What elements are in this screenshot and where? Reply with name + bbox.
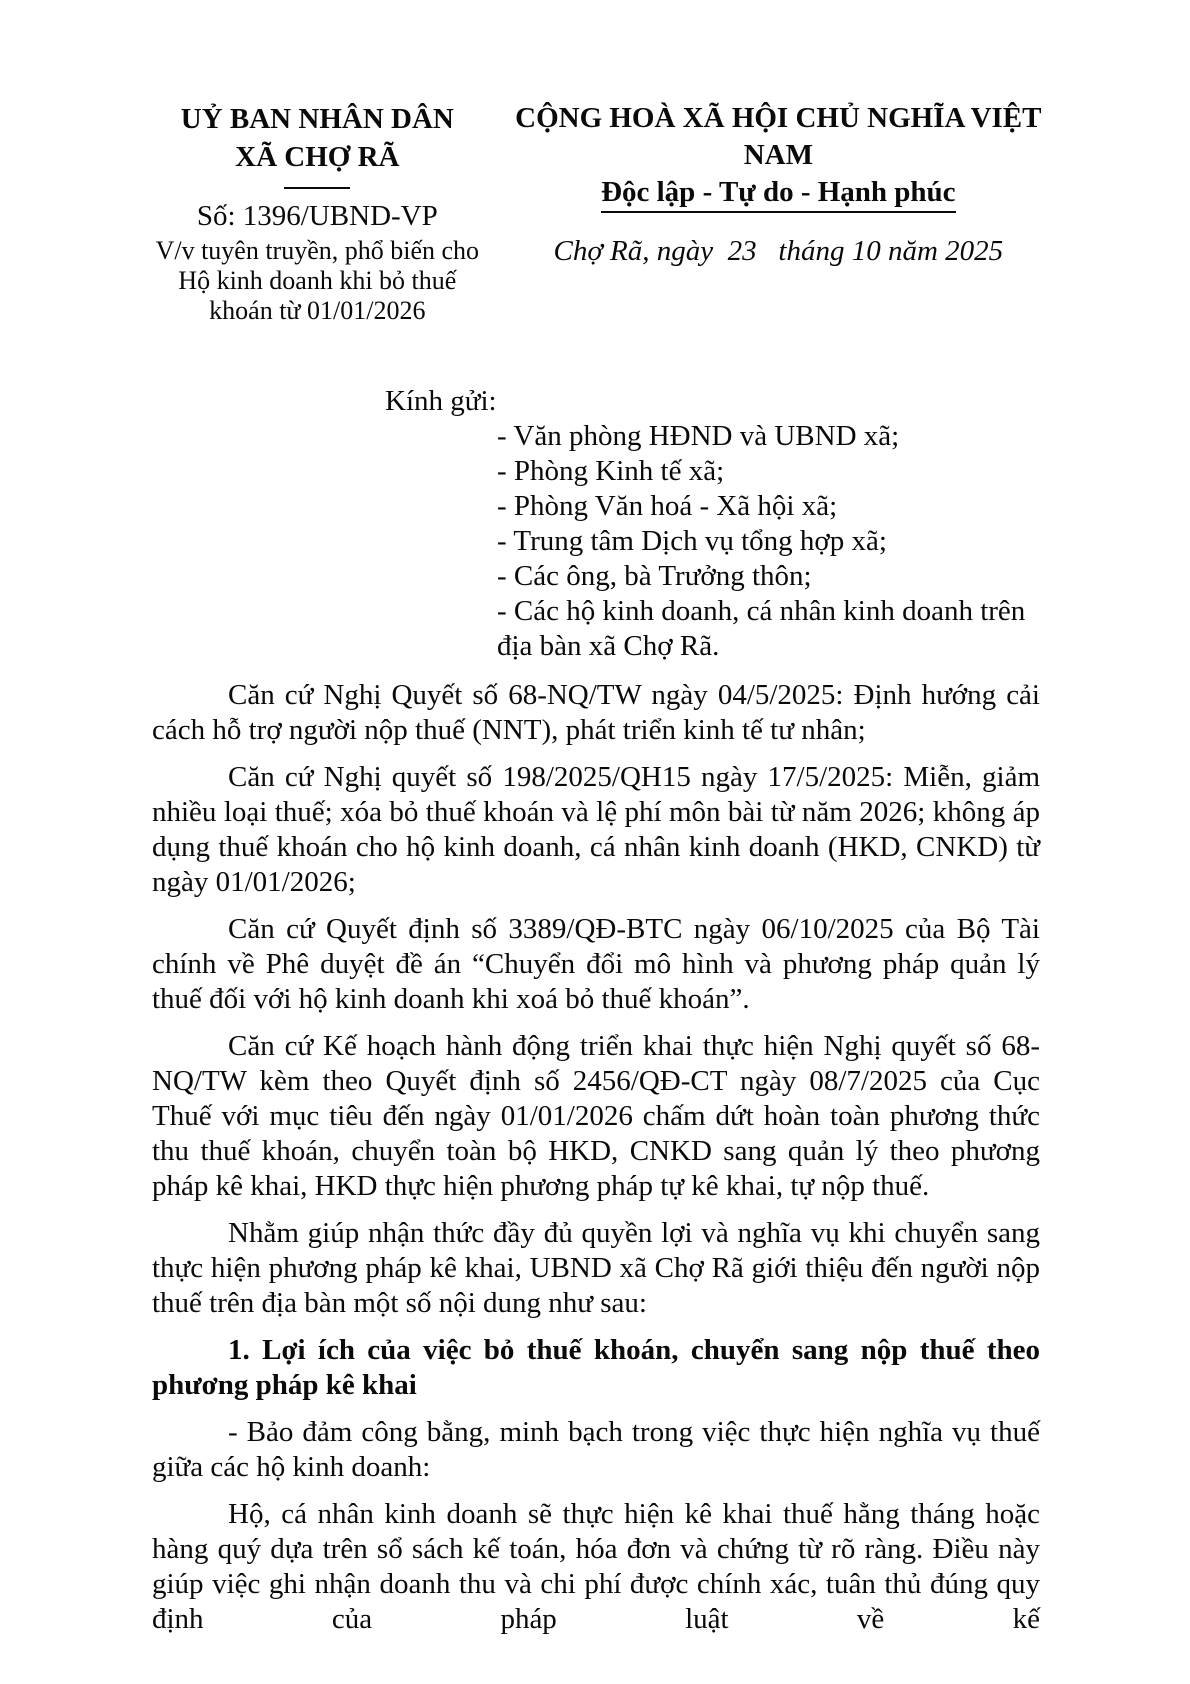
body-paragraph: - Bảo đảm công bằng, minh bạch trong việc thực hiện nghĩa vụ thuế giữa các hộ kinh doanh: xyxy=(152,1416,1040,1483)
recipient-item: - Các ông, bà Trưởng thôn; xyxy=(497,560,812,592)
national-name: CỘNG HOÀ XÃ HỘI CHỦ NGHĨA VIỆT NAM xyxy=(515,102,1042,171)
body-paragraph: Nhằm giúp nhận thức đầy đủ quyền lợi và nghĩa vụ khi chuyển sang thực hiện phương pháp kê khai, UBND xã Chợ Rã giới thiệu đến người nộp thuế trên địa bàn một số nội dung như sau: xyxy=(152,1217,1040,1319)
issuing-authority-block xyxy=(150,100,485,326)
body-paragraph: Căn cứ Nghị Quyết số 68-NQ/TW ngày 04/5/2025: Định hướng cải cách hỗ trợ người nộp thuế (NNT), phát triển kinh tế tư nhân; xyxy=(152,679,1040,746)
national-motto: Độc lập - Tự do - Hạnh phúc xyxy=(601,176,956,213)
issuing-authority-parent: UỶ BAN NHÂN DÂN xyxy=(180,103,454,135)
document-header xyxy=(150,100,1072,326)
recipient-item: - Phòng Văn hoá - Xã hội xã; xyxy=(497,490,838,522)
recipient-item: - Các hộ kinh doanh, cá nhân kinh doanh trên địa bàn xã Chợ Rã. xyxy=(497,595,1026,662)
document-subject-line-1: V/v tuyên truyền, phổ biến cho xyxy=(155,236,480,265)
place-date-line: Chợ Rã, ngày 23 tháng 10 năm 2025 xyxy=(553,235,1004,267)
body-paragraph: Căn cứ Nghị quyết số 198/2025/QH15 ngày 17/5/2025: Miễn, giảm nhiều loại thuế; xóa bỏ thuế khoán và lệ phí môn bài từ năm 2026; không áp dụng thuế khoán cho hộ kinh doanh, cá nhân kinh doanh (HKD, CNKD) từ ngày 01/01/2026; xyxy=(152,761,1040,898)
document-body xyxy=(152,678,1040,1637)
body-paragraph: Căn cứ Kế hoạch hành động triển khai thực hiện Nghị quyết số 68-NQ/TW kèm theo Quyết định số 2456/QĐ-CT ngày 08/7/2025 của Cục Thuế với mục tiêu đến ngày 01/01/2026 chấm dứt hoàn toàn phương thức thu thuế khoán, chuyển toàn bộ HKD, CNKD sang quản lý theo phương pháp kê khai, HKD thực hiện phương pháp tự kê khai, tự nộp thuế. xyxy=(152,1030,1040,1202)
recipient-item: - Trung tâm Dịch vụ tổng hợp xã; xyxy=(497,525,887,557)
recipient-item: - Phòng Kinh tế xã; xyxy=(497,455,725,487)
national-header-block xyxy=(485,100,1072,326)
recipient-item: - Văn phòng HĐND và UBND xã; xyxy=(497,420,900,452)
recipients-label: Kính gửi: xyxy=(385,385,497,417)
body-paragraph: Căn cứ Quyết định số 3389/QĐ-BTC ngày 06/10/2025 của Bộ Tài chính về Phê duyệt đề án “Chuyển đổi mô hình và phương pháp quản lý thuế đối với hộ kinh doanh khi xoá bỏ thuế khoán”. xyxy=(152,913,1040,1015)
body-paragraph-continued: Hộ, cá nhân kinh doanh sẽ thực hiện kê khai thuế hằng tháng hoặc hàng quý dựa trên sổ sách kế toán, hóa đơn và chứng từ rõ ràng. Điều này giúp việc ghi nhận doanh thu và chi phí được chính xác, tuân thủ đúng quy định của pháp luật về kế xyxy=(152,1498,1040,1635)
document-number: Số: 1396/UBND-VP xyxy=(196,200,438,232)
issuing-authority-name: XÃ CHỢ RÃ xyxy=(235,141,400,173)
section-heading-1: 1. Lợi ích của việc bỏ thuế khoán, chuyển sang nộp thuế theo phương pháp kê khai xyxy=(152,1334,1040,1401)
recipient-list xyxy=(497,419,1045,664)
document-subject-line-2: Hộ kinh doanh khi bỏ thuế xyxy=(178,266,457,295)
document-subject-line-3: khoán từ 01/01/2026 xyxy=(209,296,426,325)
recipients-section xyxy=(152,384,1040,664)
authority-separator-rule xyxy=(284,187,350,189)
